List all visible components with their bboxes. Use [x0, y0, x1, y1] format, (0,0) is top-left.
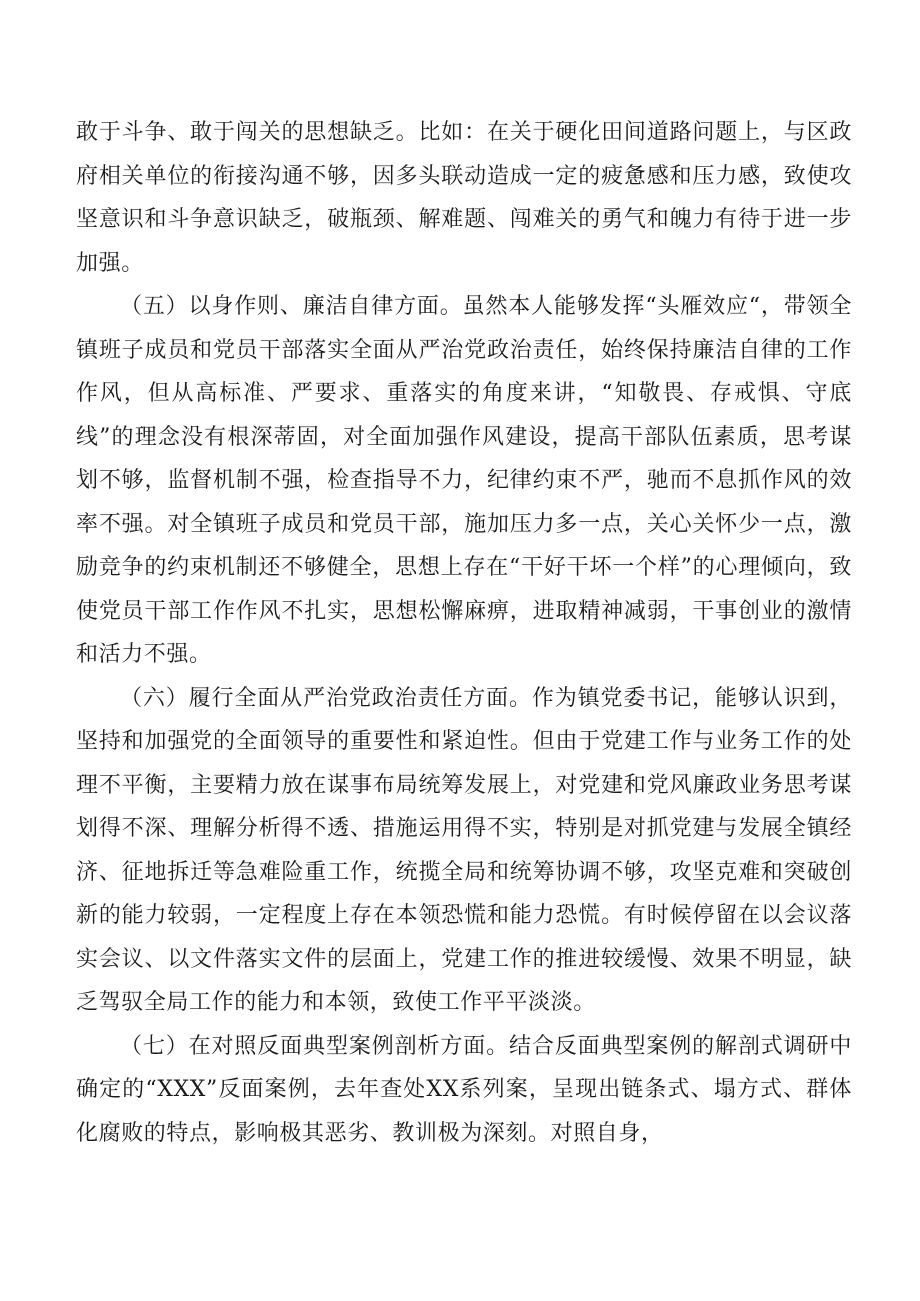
document-body — [76, 111, 852, 1155]
paragraph-section-five: （五）以身作则、廉洁自律方面。虽然本人能够发挥“头雁效应“，带领全镇班子成员和党员干部落实全面从严治党政治责任，始终保持廉洁自律的工作作风，但从高标准、严要求、重落实的角度来讲，“知敬畏、存戒惧、守底线”的理念没有根深蒂固，对全面加强作风建设，提高干部队伍素质，思考谋划不够，监督机制不强，检查指导不力，纪律约束不严，驰而不息抓作风的效率不强。对全镇班子成员和党员干部，施加压力多一点，关心关怀少一点，激励竞争的约束机制还不够健全，思想上存在“干好干坏一个样”的心理倾向，致使党员干部工作作风不扎实，思想松懈麻痹，进取精神减弱，干事创业的激情和活力不强。 — [76, 294, 852, 667]
paragraph-continuation: 敢于斗争、敢于闯关的思想缺乏。比如：在关于硬化田间道路问题上，与区政府相关单位的衔接沟通不够，因多头联动造成一定的疲惫感和压力感，致使攻坚意识和斗争意识缺乏，破瓶颈、解难题、闯难关的勇气和魄力有待于进一步加强。 — [76, 120, 852, 276]
paragraph-section-six: （六）履行全面从严治党政治责任方面。作为镇党委书记，能够认识到，坚持和加强党的全面领导的重要性和紧迫性。但由于党建工作与业务工作的处理不平衡，主要精力放在谋事布局统筹发展上，对党建和党风廉政业务思考谋划得不深、理解分析得不透、措施运用得不实，特别是对抓党建与发展全镇经济、征地拆迁等急难险重工作，统揽全局和统筹协调不够，攻坚克难和突破创新的能力较弱，一定程度上存在本领恐慌和能力恐慌。有时候停留在以会议落实会议、以文件落实文件的层面上，党建工作的推进较缓慢、效果不明显，缺乏驾驭全局工作的能力和本领，致使工作平平淡淡。 — [76, 685, 852, 1015]
paragraph-section-seven: （七）在对照反面典型案例剖析方面。结合反面典型案例的解剖式调研中确定的“XXX”反面案例，去年查处XX系列案，呈现出链条式、塌方式、群体化腐败的特点，影响极其恶劣、教训极为深刻。对照自身， — [76, 1033, 852, 1146]
